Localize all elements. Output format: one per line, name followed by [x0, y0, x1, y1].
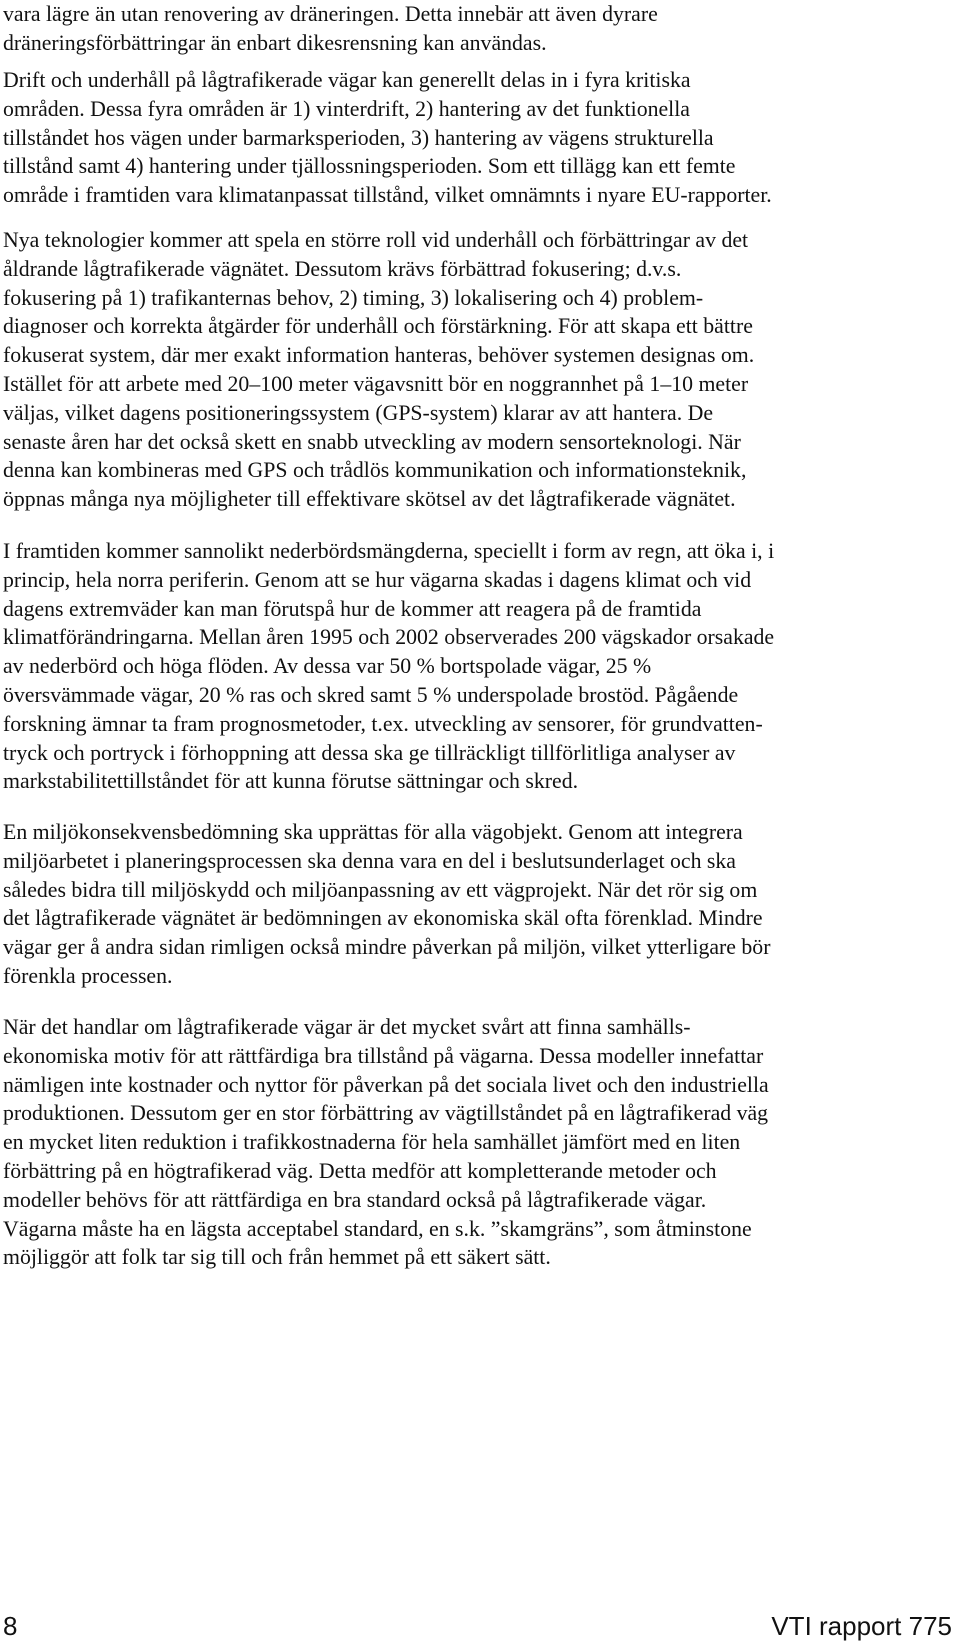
text-line: vara lägre än utan renovering av dräneringen. Detta innebär att även dyrare — [3, 2, 658, 26]
text-line: modeller behövs för att rättfärdiga en bra standard också på lågtrafikerade vägar. — [3, 1187, 707, 1212]
page-number: 8 — [3, 1611, 18, 1641]
text-line: åldrande lågtrafikerade vägnätet. Dessutom krävs förbättrad fokusering; d.v.s. — [3, 256, 682, 281]
text-line: Drift och underhåll på lågtrafikerade vägar kan generellt delas in i fyra kritiska — [3, 68, 691, 92]
text-line: diagnoser och korrekta åtgärder för underhåll och förstärkning. För att skapa ett bättre — [3, 314, 753, 339]
text-line: tillståndet hos vägen under barmarksperioden, 3) hantering av vägens strukturella — [3, 125, 714, 150]
paragraph-economics — [3, 1013, 769, 1272]
text-line: fokuserat system, där mer exakt information hanteras, behöver systemen designas om. — [3, 343, 755, 368]
report-title: VTI rapport 775 — [771, 1611, 952, 1641]
text-line: Istället för att arbete med 20–100 meter vägavsnitt bör en noggrannhet på 1–10 meter — [3, 371, 749, 396]
text-line: fokusering på 1) trafikanternas behov, 2) timing, 3) lokalisering och 4) problem- — [3, 285, 704, 310]
text-line: markstabilitettillståndet för att kunna förutse sättningar och skred. — [3, 769, 579, 794]
text-line: forskning ämnar ta fram prognosmetoder, t.ex. utveckling av sensorer, för grundvatten- — [3, 711, 763, 736]
text-line: En miljökonsekvensbedömning ska upprättas för alla vägobjekt. Genom att integrera — [3, 820, 743, 844]
text-line: förenkla processen. — [3, 963, 173, 988]
text-line: möjliggör att folk tar sig till och från hemmet på ett säkert sätt. — [3, 1245, 551, 1270]
text-line: områden. Dessa fyra områden är 1) vinterdrift, 2) hantering av det funktionella — [3, 96, 690, 121]
text-line: dagens extremväder kan man förutspå hur de kommer att reagera på de framtida — [3, 596, 702, 621]
text-line: denna kan kombineras med GPS och trådlös kommunikation och informationsteknik, — [3, 458, 747, 483]
text-line: miljöarbetet i planeringsprocessen ska denna vara en del i beslutsunderlaget och ska — [3, 848, 736, 873]
text-line: När det handlar om lågtrafikerade vägar är det mycket svårt att finna samhälls- — [3, 1015, 691, 1039]
paragraph-environment — [3, 818, 770, 991]
text-line: senaste åren har det också skett en snabb utveckling av modern sensorteknologi. När — [3, 429, 741, 454]
paragraph-drainage — [3, 0, 658, 58]
text-line: förbättring på en högtrafikerad väg. Detta medför att kompletterande metoder och — [3, 1158, 717, 1183]
text-line: princip, hela norra periferin. Genom att se hur vägarna skadas i dagens klimat och vid — [3, 567, 752, 592]
page-footer — [3, 1610, 952, 1642]
text-line: Vägarna måste ha en lägsta acceptabel standard, en s.k. ”skamgräns”, som åtminstone — [3, 1216, 752, 1241]
text-line: I framtiden kommer sannolikt nederbördsmängderna, speciellt i form av regn, att öka i, i — [3, 539, 775, 563]
text-line: en mycket liten reduktion i trafikkostnaderna för hela samhället jämfört med en liten — [3, 1130, 741, 1155]
text-line: av nederbörd och höga flöden. Av dessa var 50 % bortspolade vägar, 25 % — [3, 654, 652, 679]
text-line: tryck och portryck i förhoppning att dessa ska ge tillräckligt tillförlitliga analyser av — [3, 740, 736, 765]
text-line: område i framtiden vara klimatanpassat tillstånd, vilket omnämnts i nyare EU-rapporter. — [3, 183, 772, 208]
text-line: således bidra till miljöskydd och miljöanpassning av ett vägprojekt. När det rör sig om — [3, 877, 758, 902]
text-line: översvämmade vägar, 20 % ras och skred samt 5 % underspolade brostöd. Pågående — [3, 682, 739, 707]
text-line: produktionen. Dessutom ger en stor förbättring av vägtillståndet på en lågtrafikerad väg — [3, 1101, 769, 1126]
paragraph-climate — [3, 537, 774, 796]
text-line: nämligen inte kostnader och nyttor för påverkan på det sociala livet och den industriella — [3, 1072, 769, 1097]
text-line: öppnas många nya möjligheter till effektivare skötsel av det lågtrafikerade vägnätet. — [3, 487, 736, 512]
text-line: Nya teknologier kommer att spela en större roll vid underhåll och förbättringar av det — [3, 228, 749, 252]
text-line: klimatförändringarna. Mellan åren 1995 och 2002 observerades 200 vägskador orsakade — [3, 625, 775, 650]
text-line: väljas, vilket dagens positioneringssystem (GPS-system) klarar av att hantera. De — [3, 400, 714, 425]
text-line: vägar ger å andra sidan rimligen också mindre påverkan på miljön, vilket ytterligare bör — [3, 935, 771, 960]
text-line: tillstånd samt 4) hantering under tjällossningsperioden. Som ett tillägg kan ett femte — [3, 154, 736, 179]
text-line: ekonomiska motiv för att rättfärdiga bra tillstånd på vägarna. Dessa modeller innefattar — [3, 1043, 764, 1068]
paragraph-maintenance-areas — [3, 66, 772, 210]
text-line: dräneringsförbättringar än enbart dikesrensning kan användas. — [3, 30, 547, 55]
text-line: det lågtrafikerade vägnätet är bedömningen av ekonomiska skäl ofta förenklad. Mindre — [3, 906, 763, 931]
paragraph-new-technologies — [3, 226, 754, 514]
